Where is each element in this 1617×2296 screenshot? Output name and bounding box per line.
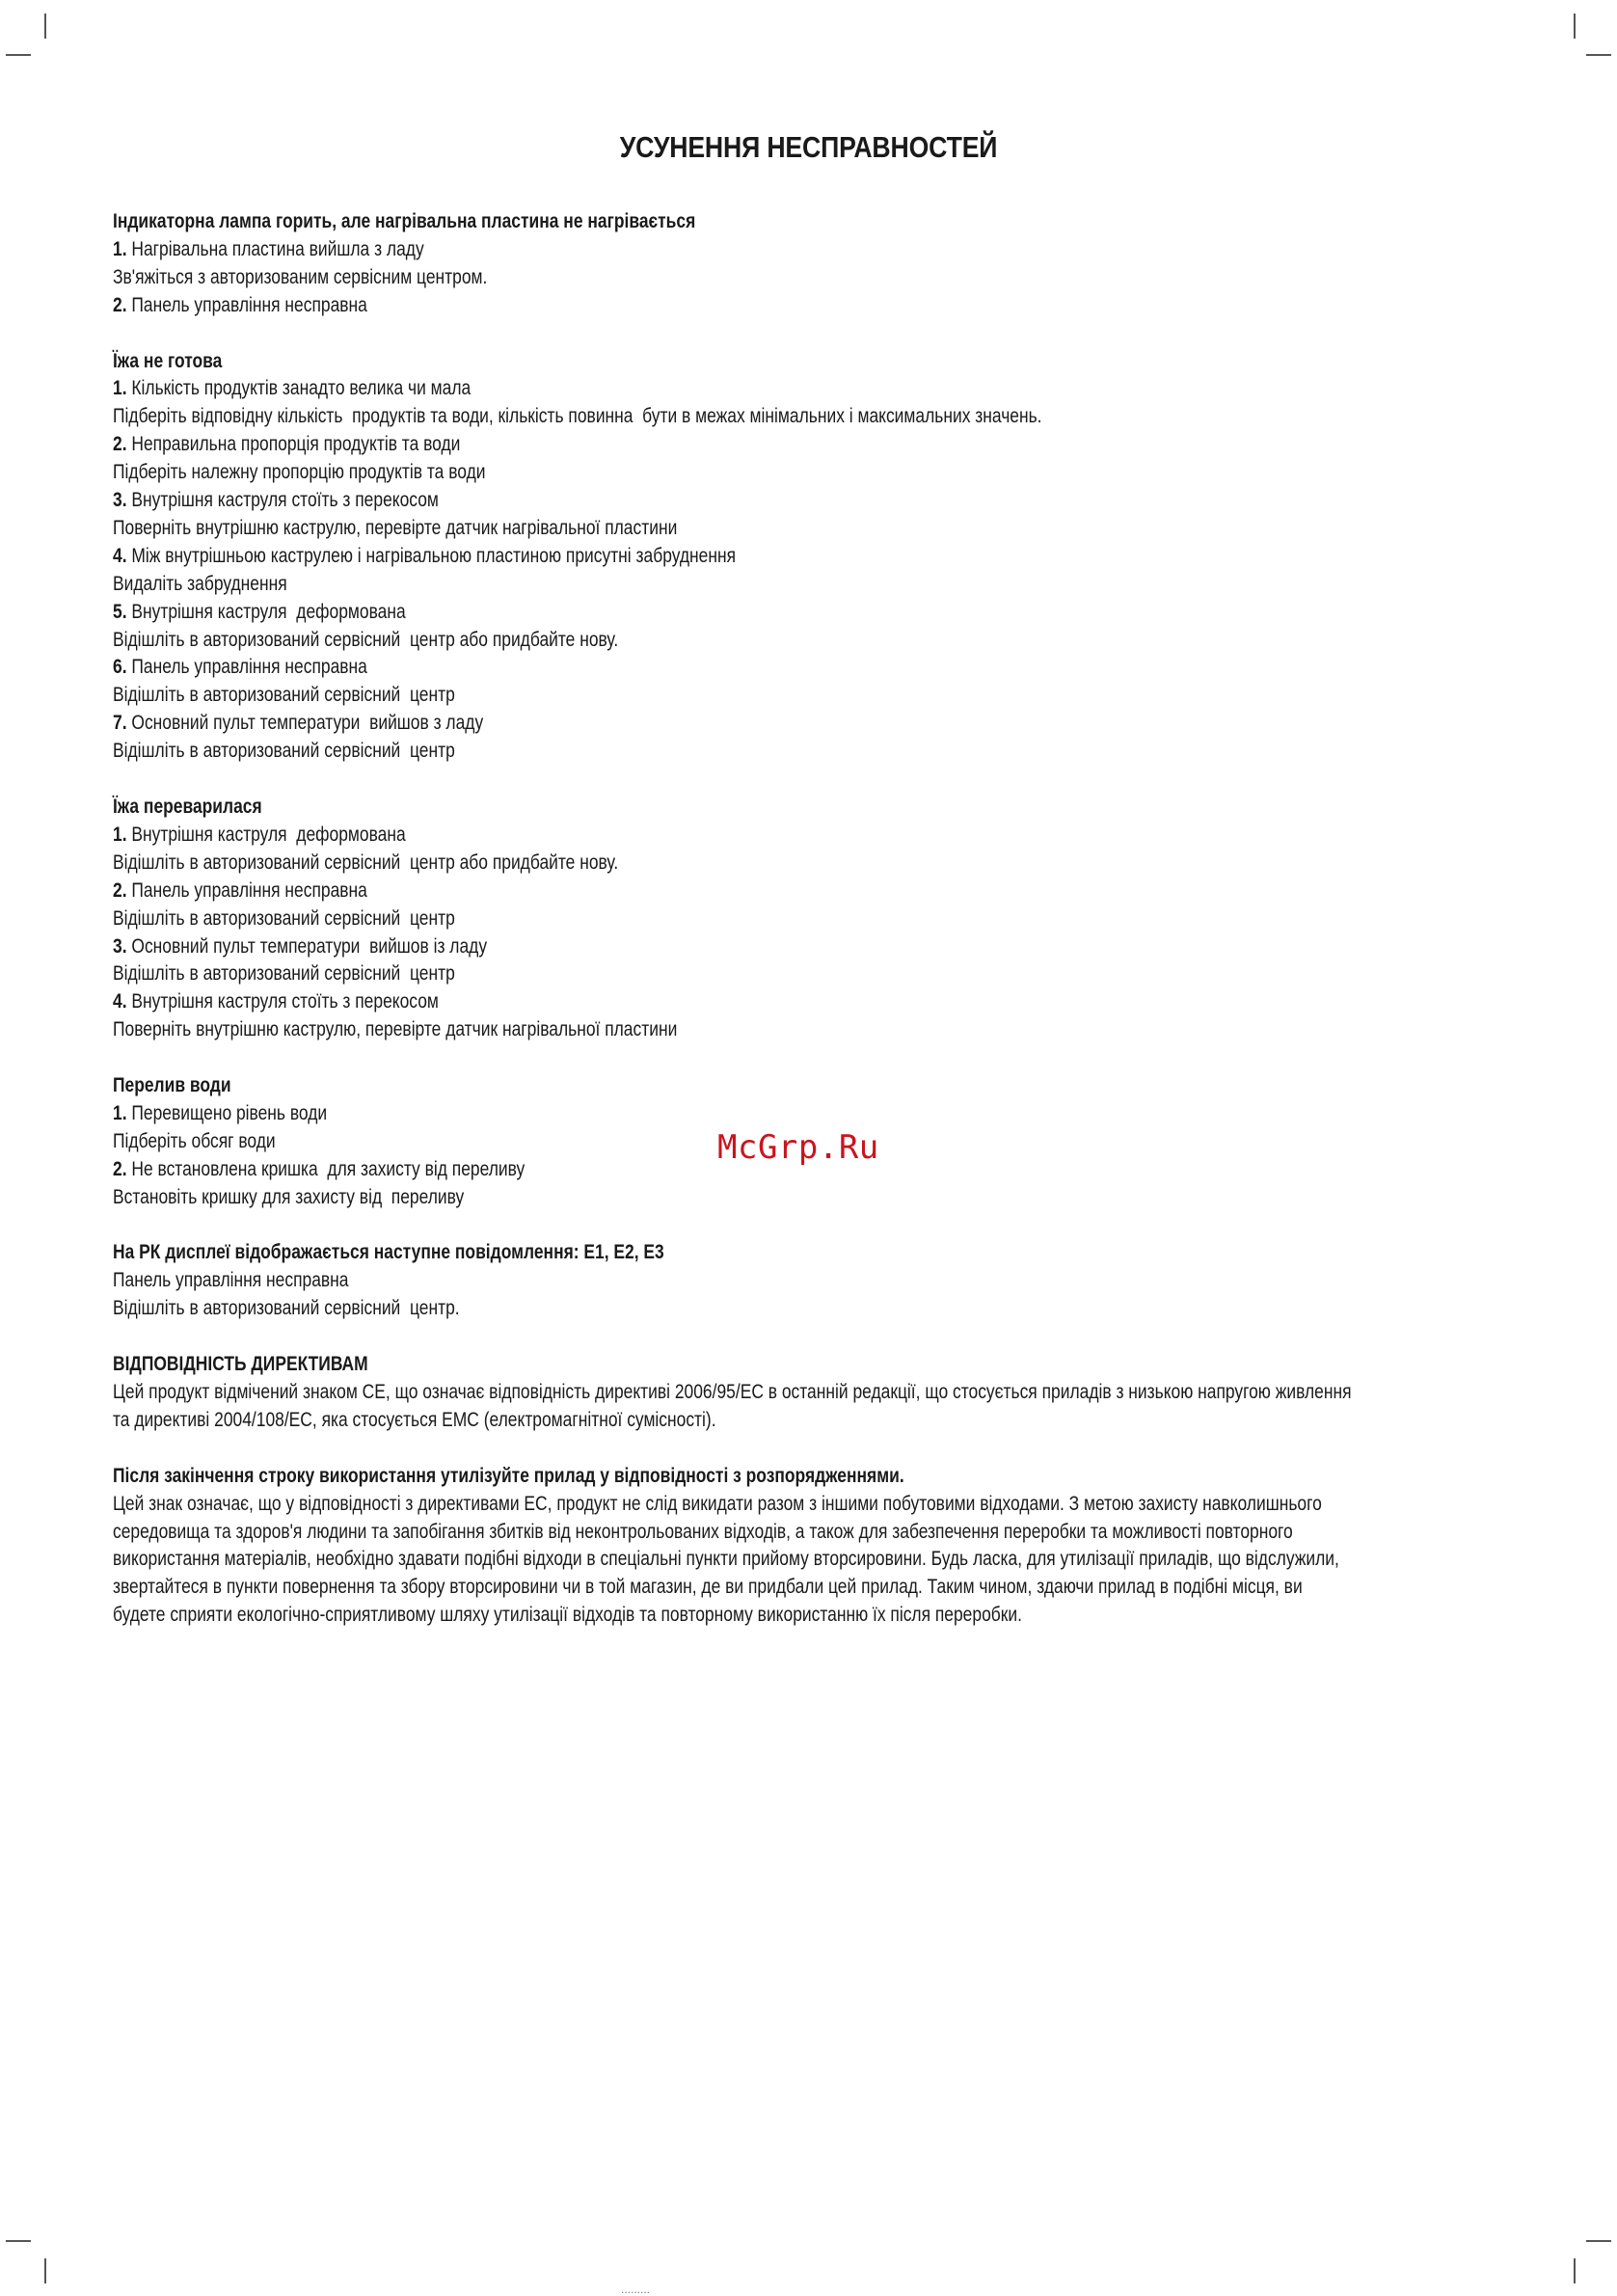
text-line [113, 459, 1537, 487]
document-body [113, 208, 1537, 1658]
text-line [113, 236, 1537, 264]
text-line [113, 850, 1537, 878]
line-text: Кількість продуктів занадто велика чи мала [126, 377, 472, 400]
crop-mark-top-right-horizontal [1586, 54, 1611, 56]
text-line [113, 1184, 1537, 1212]
line-text: Між внутрішньою каструлею і нагрівальною пластиною присутні забруднення [126, 544, 737, 567]
line-text: Поверніть внутрішню каструлю, перевірте датчик нагрівальної пластини [113, 1018, 678, 1041]
line-text: Панель управління несправна [126, 878, 367, 902]
line-text: будете сприяти екологічно-сприятливому шляху утилізації відходів та повторному використанню їх після переробки. [113, 1604, 1022, 1627]
section [113, 794, 1537, 1044]
crop-mark-top-right-vertical [1574, 14, 1576, 39]
crop-mark-top-left-vertical [44, 14, 46, 39]
line-text: Підберіть належну пропорцію продуктів та води [113, 461, 486, 484]
item-number: 1. [113, 377, 127, 400]
line-text: Видаліть забруднення [113, 572, 287, 595]
text-line [113, 988, 1537, 1016]
text-line [113, 375, 1537, 403]
section [113, 208, 1537, 320]
crop-mark-bottom-right-horizontal [1586, 2240, 1611, 2242]
line-text: Підберіть обсяг води [113, 1129, 276, 1152]
text-line [113, 543, 1537, 571]
line-text: Неправильна пропорція продуктів та води [126, 433, 461, 456]
text-line [113, 571, 1537, 599]
text-line [113, 264, 1537, 292]
text-line [113, 431, 1537, 459]
line-text: Встановіть кришку для захисту від переливу [113, 1185, 465, 1208]
line-text: Панель управління несправна [113, 1269, 349, 1292]
item-number: 3. [113, 934, 127, 958]
line-text: Внутрішня каструля деформована [126, 823, 406, 846]
text-line [113, 403, 1537, 431]
line-text: Нагрівальна пластина вийшла з ладу [126, 237, 424, 260]
line-text: Відішліть в авторизований сервісний центр. [113, 1297, 460, 1320]
text-line [113, 933, 1537, 961]
line-text: звертайтеся в пункти повернення та збору вторсировини чи в той магазин, де ви придбали цей прилад. Таким чином, здаючи прилад в подібні місця, ви [113, 1576, 1303, 1599]
text-line [113, 1100, 1537, 1128]
item-number: 4. [113, 990, 127, 1013]
line-text: Поверніть внутрішню каструлю, перевірте датчик нагрівальної пластини [113, 516, 678, 539]
section [113, 1351, 1537, 1435]
line-text: Перевищено рівень води [126, 1101, 328, 1124]
item-number: 1. [113, 1101, 127, 1124]
text-line [113, 1016, 1537, 1044]
section-heading: ВІДПОВІДНІСТЬ ДИРЕКТИВАМ [113, 1353, 368, 1376]
item-number: 1. [113, 237, 127, 260]
line-text: Відішліть в авторизований сервісний центр або придбайте нову. [113, 628, 619, 651]
footer-mark: ......... [621, 2282, 651, 2296]
item-number: 4. [113, 544, 127, 567]
section-heading: Їжа не готова [113, 349, 223, 372]
text-line [113, 710, 1537, 738]
line-text: Внутрішня каструля стоїть з перекосом [126, 489, 439, 512]
line-text: Відішліть в авторизований сервісний центр [113, 740, 455, 763]
crop-mark-bottom-right-vertical [1574, 2258, 1576, 2283]
line-text: Цей знак означає, що у відповідності з директивами ЕС, продукт не слід викидати разом з іншими побутовими відходами. З метою захисту навколишнього [113, 1492, 1322, 1515]
line-text: Панель управління несправна [126, 293, 367, 316]
line-text: Внутрішня каструля стоїть з перекосом [126, 990, 439, 1013]
text-line [113, 599, 1537, 627]
section-heading: Їжа переварилася [113, 796, 262, 818]
line-text: Основний пульт температури вийшов з ладу [126, 712, 484, 735]
line-text: Основний пульт температури вийшов із ладу [126, 934, 488, 958]
line-text: Відішліть в авторизований сервісний центр [113, 962, 455, 986]
text-line [113, 1574, 1537, 1602]
item-number: 2. [113, 1157, 127, 1180]
text-line [113, 654, 1537, 682]
item-number: 3. [113, 489, 127, 512]
line-text: середовища та здоров'я людини та запобігання збитків від неконтрольованих відходів, а також для забезпечення переробки та можливості повторного [113, 1520, 1293, 1543]
item-number: 1. [113, 823, 127, 846]
section-heading: Перелив води [113, 1074, 231, 1097]
item-number: 6. [113, 656, 127, 679]
line-text: Зв'яжіться з авторизованим сервісним центром. [113, 265, 488, 288]
text-line [113, 682, 1537, 710]
text-line [113, 960, 1537, 988]
line-text: та директиві 2004/108/ЕС, яка стосується ЕМС (електромагнітної сумісності). [113, 1408, 716, 1431]
line-text: Підберіть відповідну кількість продуктів та води, кількість повинна бути в межах мінімальних і максимальних значень. [113, 405, 1042, 428]
text-line [113, 878, 1537, 905]
section [113, 1239, 1537, 1323]
item-number: 2. [113, 433, 127, 456]
line-text: Панель управління несправна [126, 656, 367, 679]
line-text: Відішліть в авторизований сервісний центр або придбайте нову. [113, 851, 619, 874]
line-text: Внутрішня каструля деформована [126, 600, 406, 623]
text-line [113, 1379, 1537, 1407]
line-text: використання матеріалів, необхідно здавати подібні відходи в спеціальні пункти прийому вторсировини. Будь ласка, для утилізації приладів, що відслужили, [113, 1548, 1339, 1571]
text-line [113, 905, 1537, 933]
text-line [113, 1491, 1537, 1519]
item-number: 5. [113, 600, 127, 623]
item-number: 7. [113, 712, 127, 735]
text-line [113, 1546, 1537, 1574]
section-heading: Індикаторна лампа горить, але нагрівальна пластина не нагрівається [113, 210, 696, 232]
line-text: Цей продукт відмічений знаком CE, що означає відповідність директиві 2006/95/ЕС в останній редакції, що стосується приладів з низькою напругою живлення [113, 1380, 1352, 1403]
crop-mark-bottom-left-vertical [44, 2258, 46, 2283]
section [113, 348, 1537, 767]
watermark: McGrp.Ru [717, 1128, 879, 1167]
page-title: УСУНЕННЯ НЕСПРАВНОСТЕЙ [619, 130, 998, 164]
crop-mark-top-left-horizontal [6, 54, 31, 56]
text-line [113, 1519, 1537, 1547]
text-line [113, 738, 1537, 766]
section-heading: Після закінчення строку використання утилізуйте прилад у відповідності з розпорядженнями. [113, 1464, 904, 1487]
text-line [113, 487, 1537, 515]
text-line [113, 627, 1537, 655]
crop-mark-bottom-left-horizontal [6, 2240, 31, 2242]
item-number: 2. [113, 878, 127, 902]
item-number: 2. [113, 293, 127, 316]
text-line [113, 1267, 1537, 1295]
line-text: Відішліть в авторизований сервісний центр [113, 906, 455, 930]
text-line [113, 1602, 1537, 1630]
line-text: Не встановлена кришка для захисту від переливу [126, 1157, 526, 1180]
text-line [113, 1295, 1537, 1323]
text-line [113, 822, 1537, 850]
text-line [113, 1407, 1537, 1435]
text-line [113, 515, 1537, 543]
text-line [113, 292, 1537, 320]
line-text: Відішліть в авторизований сервісний центр [113, 684, 455, 707]
section [113, 1463, 1537, 1630]
section-heading: На РК дисплеї відображається наступне повідомлення: Е1, Е2, Е3 [113, 1241, 664, 1264]
